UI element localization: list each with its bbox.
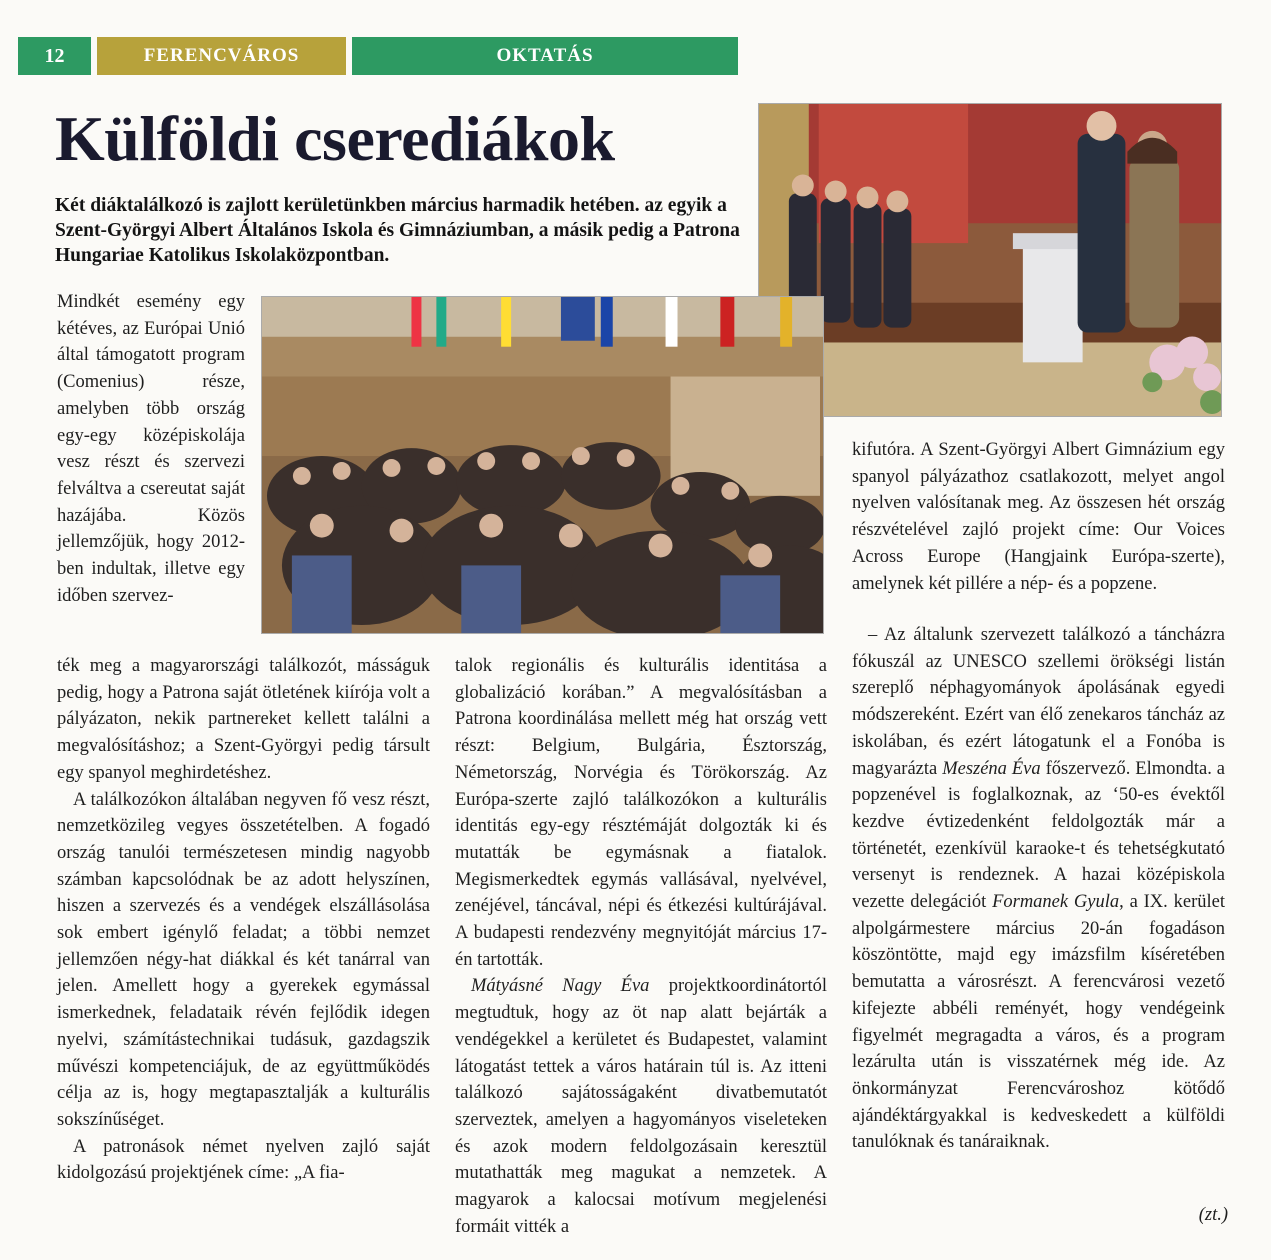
speakers-photo-image bbox=[759, 104, 1221, 416]
article-column-3-top bbox=[852, 437, 1225, 597]
paragraph-6-a: – Az általunk szervezett találkozó a táncházra fókuszál az UNESCO szellemi örökségi listán szereplő néphagyományok ápolásának egyedi módszereként. Ezért van élő zenekaros táncház az iskolában, és ezért látogatunk el a Fonóba is magyarázta bbox=[852, 625, 1225, 779]
paragraph-3-start: A patronások német nyelven zajló saját kidolgozású projektjének címe: „A fia- bbox=[57, 1136, 430, 1184]
deputy-mayor-name: Formanek Gyula bbox=[992, 892, 1120, 913]
organizer-name: Meszéna Éva bbox=[942, 758, 1041, 779]
paragraph-4 bbox=[455, 973, 827, 1240]
paragraph-4-text: projektkoordinátortól megtudtuk, hogy az öt nap alatt bejárták a vendégekkel a kerületet és Budapestet, valamint látogatást tettek a város határain túl is. Az itteni találkozó sajátosságaként divatbemutatót szerveztek, amelyen a hagyományos viseleteken és azok modern feldolgozásain keresztül mutathatták meg magukat a nemzetek. A magyarok a kalocsai motívum megjelenési formáit vitték a bbox=[455, 976, 827, 1237]
paragraph-1-start: Mindkét esemény egy kétéves, az Európai Unió által támogatott program (Comenius) része, amelyben több ország egy-egy középiskolája vesz részt és szervezi felváltva a csereutat saját hazájába. Közös jellemzőjük, hogy 2012-ben indultak, illetve egy időben szervez- bbox=[57, 292, 245, 606]
page-number: 12 bbox=[18, 37, 91, 75]
section-label: FERENCVÁROS bbox=[97, 37, 346, 75]
audience-photo-image bbox=[262, 297, 823, 633]
paragraph-5: kifutóra. A Szent-Györgyi Albert Gimnázium egy spanyol pályázathoz csatlakozott, melyet angol nyelven valósítanak meg. Az összesen hét ország részvételével zajló projekt címe: Our Voices Across Europe (Hangjaink Európa-szerte), amelynek két pillére a nép- és a popzene. bbox=[852, 440, 1225, 594]
article-column-1-bottom bbox=[57, 653, 430, 1187]
article-column-3-bottom bbox=[852, 622, 1225, 1156]
article-lead: Két diáktalálkozó is zajlott kerületünkben március harmadik hetében. az egyik a Szent-Györgyi Albert Általános Iskola és Gimnáziumban, a másik pedig a Patrona Hungariae Katolikus Iskolaközpontban. bbox=[55, 195, 740, 266]
article-column-2 bbox=[455, 653, 827, 1240]
audience-photo bbox=[261, 296, 824, 634]
article-title: Külföldi cserediákok bbox=[55, 103, 615, 174]
paragraph-3-end: talok regionális és kulturális identitása a globalizáció korában.” A megvalósításban a Patrona koordinálása mellett még hat ország vett részt: Belgium, Bulgária, Észtország, Németország, Norvégia és Törökország. Az Európa-szerte zajló találkozókon a kulturális identitás egy-egy résztémáját dolgozták ki és mutatták be egymásnak a fiatalok. Megismerkedtek egymás vallásával, nyelvével, zenéjével, táncával, népi és étkezési kultúrájával. A budapesti rendezvény megnyitóját március 17-én tartották. bbox=[455, 656, 827, 970]
paragraph-6 bbox=[852, 622, 1225, 1156]
speakers-photo bbox=[758, 103, 1222, 417]
coordinator-name: Mátyásné Nagy Éva bbox=[471, 976, 650, 997]
paragraph-6-b: főszervező. Elmondta. a popzenével is foglalkoznak, az ‘50-es évektől kezdve évtizedenként feldolgozták már a történetét, ezenkívül karaoke-t és tehetségkutató versenyt is rendeznek. A hazai középiskola vezette delegációt bbox=[852, 758, 1226, 913]
paragraph-1-end: ték meg a magyarországi találkozót, másságuk pedig, hogy a Patrona saját ötletének kiírója volt a pályázaton, nekik partnereket kellett találni a megvalósításhoz; a Szent-Györgyi pedig társult egy spanyol meghirdetéshez. bbox=[57, 656, 430, 783]
paragraph-6-c: , a IX. kerület alpolgármestere március 20-án fogadáson köszöntötte, majd egy imázsfilm kíséretében bemutatta a városrészt. A ferencvárosi vezető kifejezte abbéli reményét, hogy vendégeink figyelmét megragadta a város, és a program lezárulta után is visszatérnek még ide. Az önkormányzat Ferencvároshoz kötődő ajándéktárgyakkal is kedveskedett a külföldi tanulóknak és tanáraiknak. bbox=[852, 892, 1225, 1153]
article-column-1-top bbox=[57, 289, 245, 609]
topic-label: OKTATÁS bbox=[352, 37, 738, 75]
author-signature: (zt.) bbox=[1198, 1205, 1228, 1225]
paragraph-2: A találkozókon általában negyven fő vesz részt, nemzetközileg vegyes összetételben. A fogadó ország tanulói természetesen mindig nagyobb számban kapcsolódnak be az adott helyszínen, hiszen a szervezés és a vendégek elszállásolása sok embert igénylő feladat; a többi nemzet jellemzően négy-hat diákkal és két tanárral van jelen. Amellett hogy a gyerekek egymással ismerkednek, feladataik révén fejlődik idegen nyelvi, számítástechnikai tudásuk, gazdagszik művészi kompetenciájuk, de az együttműködés célja az is, hogy megtapasztalják a kulturális sokszínűséget. bbox=[57, 789, 430, 1130]
